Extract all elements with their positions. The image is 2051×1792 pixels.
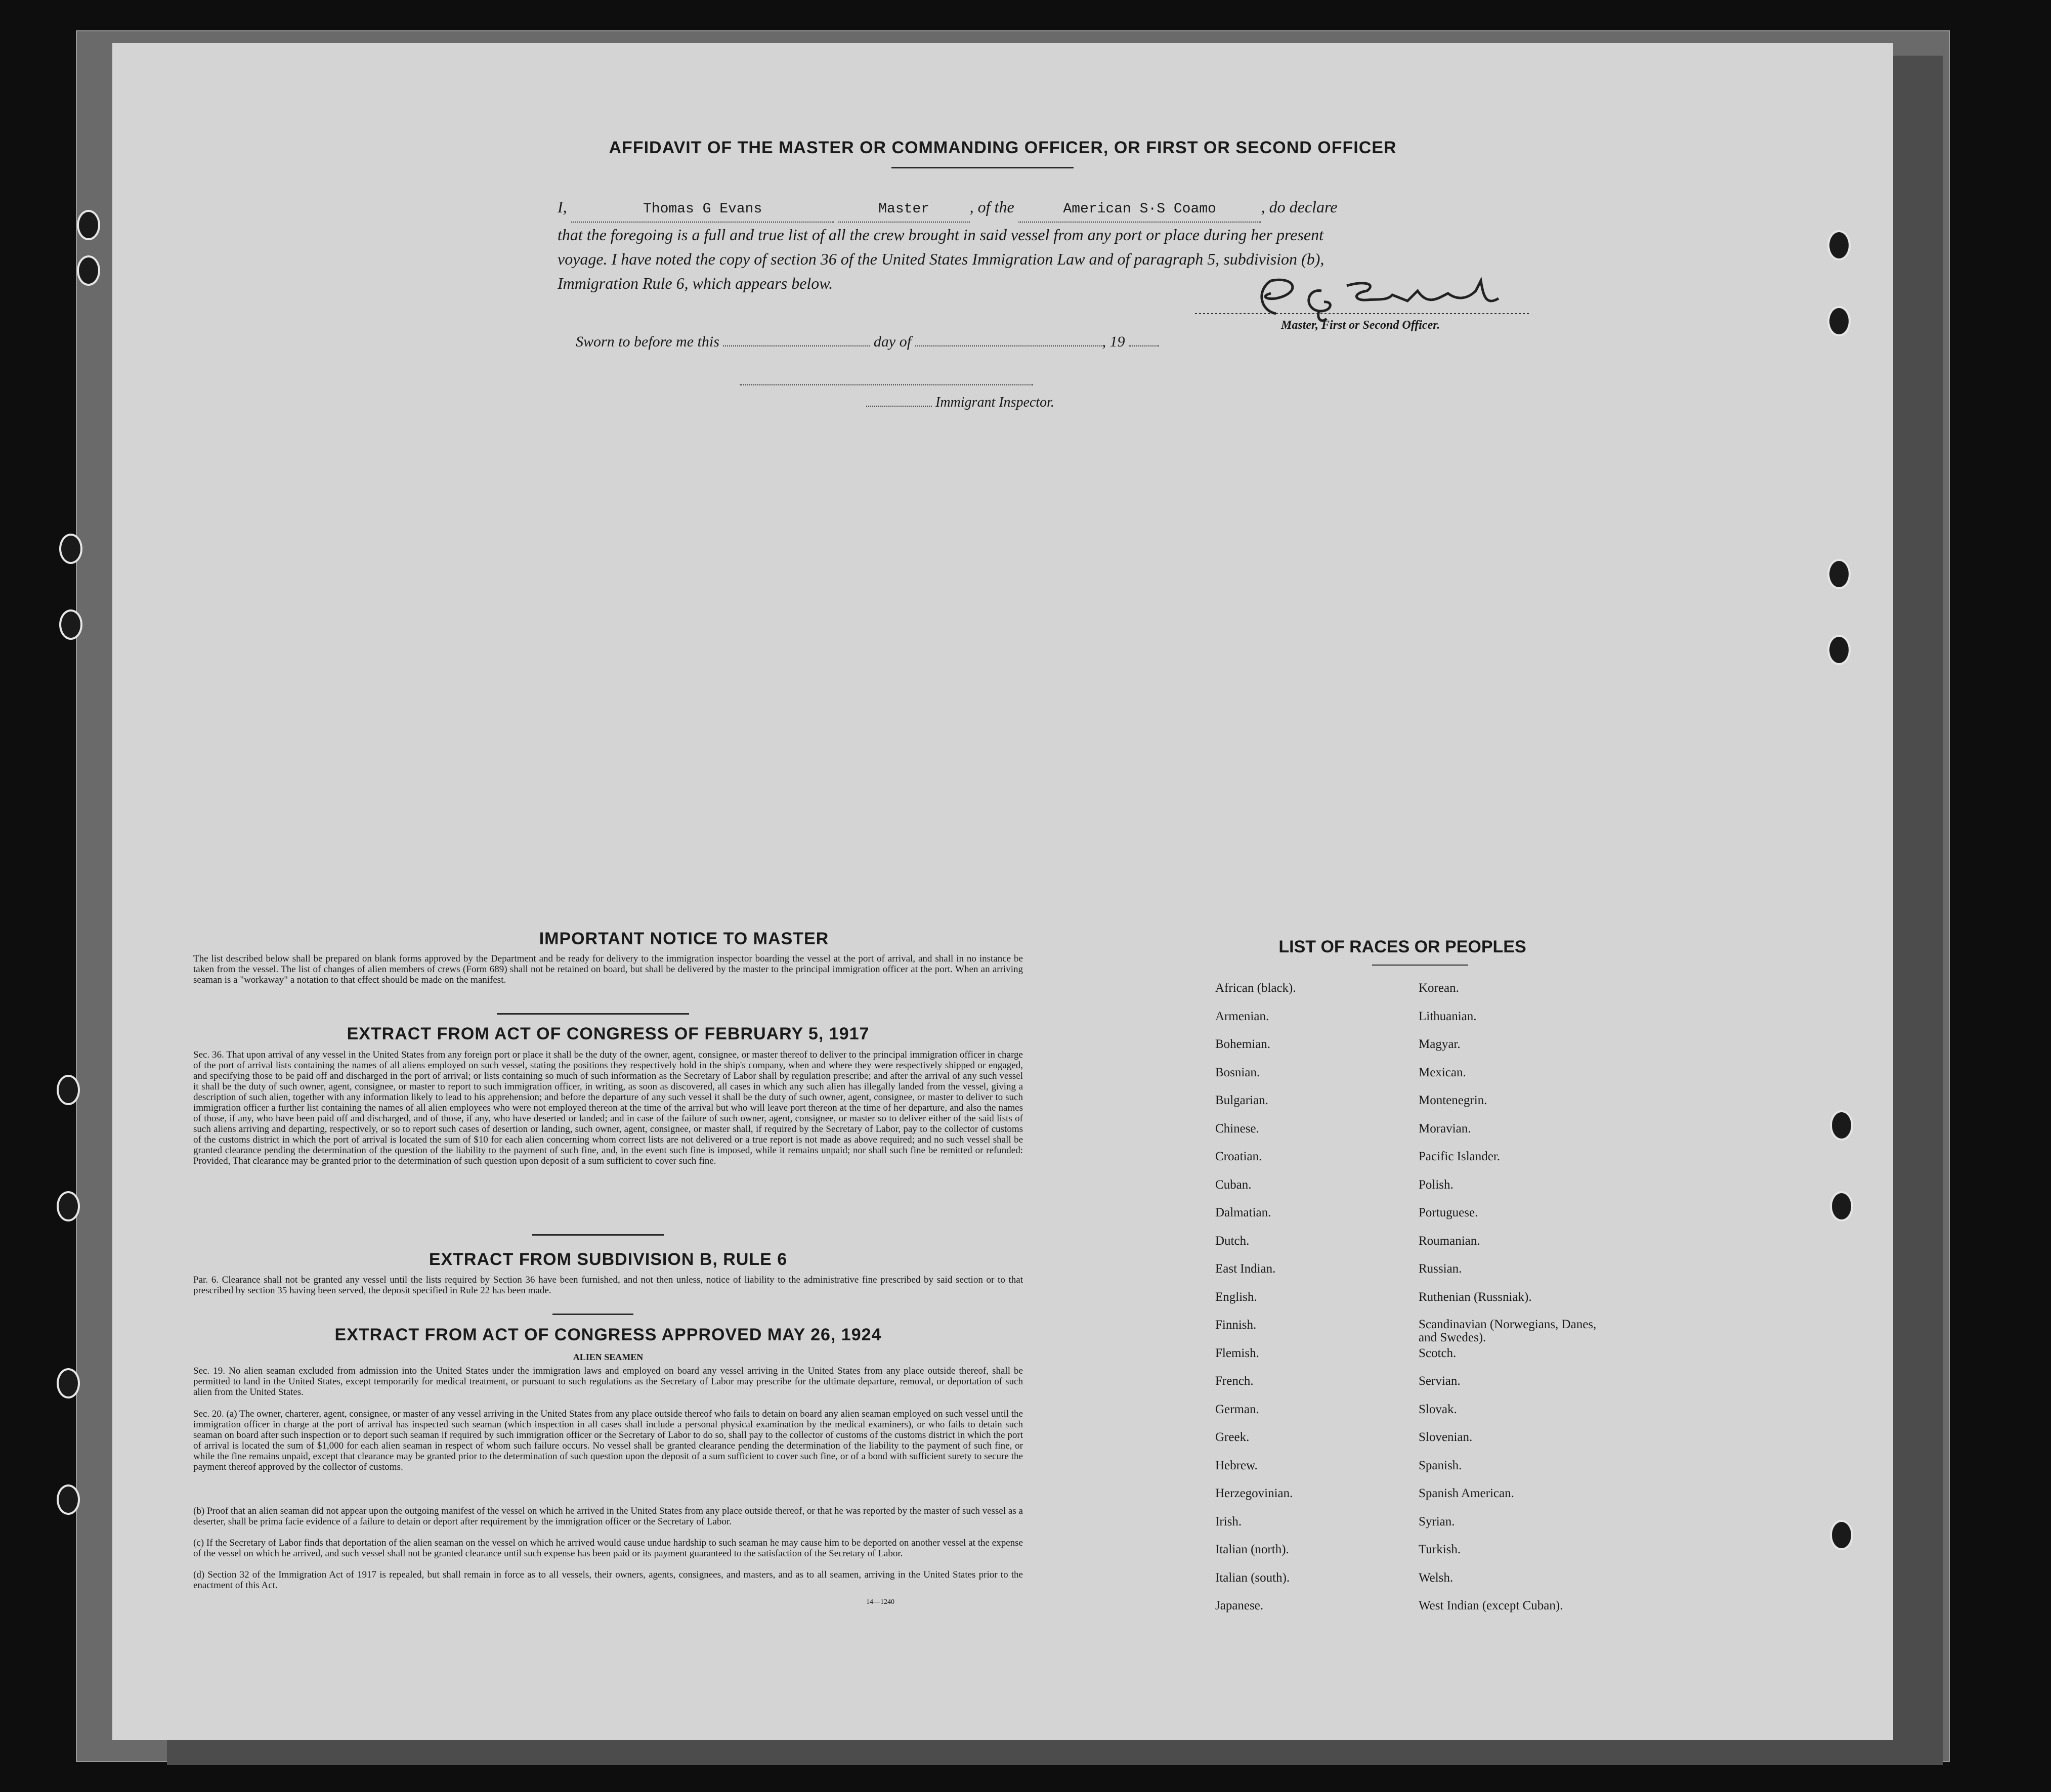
binder-hole [1827, 559, 1851, 589]
sworn-line [576, 333, 1159, 351]
race-item: Bohemian. [1215, 1037, 1271, 1051]
race-item: Ruthenian (Russniak). [1419, 1290, 1532, 1304]
binder-hole [77, 255, 100, 286]
sworn-year-field[interactable] [1129, 345, 1159, 346]
handwritten-signature [1195, 271, 1529, 326]
rule-6-text: Par. 6. Clearance shall not be granted any vessel until the lists required by Section 36 have been furnished, and not then unless, notice of liability to the administrative fine prescribed by said section or to that prescribed by section 35 having been served, the deposit specified in Rule 22 has been made. [193, 1275, 1023, 1296]
officer-position-field[interactable]: Master [838, 197, 970, 223]
race-item: Magyar. [1419, 1037, 1461, 1051]
race-item: Armenian. [1215, 1009, 1269, 1023]
declaration-line-2: that the foregoing is a full and true list of all the crew brought in said vessel from any port or place during her present [558, 226, 1323, 244]
race-item: Italian (north). [1215, 1543, 1289, 1556]
binder-hole [1830, 1520, 1853, 1550]
race-item: Irish. [1215, 1514, 1242, 1528]
races-title-rule [1372, 965, 1468, 966]
sworn-label: Sworn to before me this [576, 333, 719, 350]
extract-1917-title: EXTRACT FROM ACT OF CONGRESS OF FEBRUARY 5, 1917 [347, 1024, 870, 1043]
affidavit-title: AFFIDAVIT OF THE MASTER OR COMMANDING OFFICER, OR FIRST OR SECOND OFFICER [609, 138, 1397, 157]
i-label: I, [558, 198, 567, 216]
race-item: Portuguese. [1419, 1206, 1478, 1219]
race-item: Spanish. [1419, 1458, 1462, 1472]
binder-hole [57, 1191, 80, 1221]
day-of-label: day of [873, 333, 912, 350]
officer-name-field[interactable]: Thomas G Evans [571, 197, 834, 223]
declare-label: , do declare [1261, 198, 1338, 216]
race-item: Cuban. [1215, 1177, 1252, 1192]
race-item: Polish. [1419, 1177, 1454, 1192]
race-item: Croatian. [1215, 1150, 1262, 1163]
declaration-line-1 [558, 195, 1620, 223]
race-item: Moravian. [1419, 1121, 1471, 1135]
binder-hole [1830, 1191, 1853, 1221]
sworn-day-field[interactable] [723, 345, 870, 346]
extract-1924-sec20b: (b) Proof that an alien seaman did not appear upon the outgoing manifest of the vessel on which he arrived in the United States from any place outside thereof, or that he was reported by the master of such vessel as a deserter, shall be prima facie evidence of a failure to detain or deport after requirement by the immigration officer or the Secretary of Labor. [193, 1506, 1023, 1527]
race-item: Japanese. [1215, 1599, 1264, 1612]
inspector-signature-line[interactable] [740, 384, 1033, 385]
binder-hole [1827, 230, 1851, 260]
race-item: Servian. [1419, 1374, 1461, 1388]
extract-1924-sec20d: (d) Section 32 of the Immigration Act of 1917 is repealed, but shall remain in force as to all vessels, their owners, agents, consignees, and masters, and as to all seamen, arriving in the United States prior to the enactment of this Act. [193, 1569, 1023, 1591]
race-item: Lithuanian. [1419, 1009, 1477, 1023]
signature-caption: Master, First or Second Officer. [1281, 319, 1440, 332]
extract-1924-title: EXTRACT FROM ACT OF CONGRESS APPROVED MAY 26, 1924 [334, 1325, 882, 1344]
race-item: Turkish. [1419, 1543, 1461, 1556]
race-item: Slovak. [1419, 1402, 1457, 1416]
race-item: Herzegovinian. [1215, 1487, 1293, 1500]
declaration-line-3: voyage. I have noted the copy of section 36 of the United States Immigration Law and of paragraph 5, subdivision (b), [558, 250, 1324, 268]
race-item: Korean. [1419, 981, 1459, 995]
race-item: French. [1215, 1374, 1254, 1388]
race-item: East Indian. [1215, 1262, 1276, 1276]
race-item: Slovenian. [1419, 1430, 1473, 1444]
title-rule [891, 167, 1074, 168]
binder-hole [1827, 306, 1851, 336]
race-item: Flemish. [1215, 1346, 1259, 1360]
race-item: Spanish American. [1419, 1487, 1514, 1500]
extract-1917-rule [532, 1234, 664, 1236]
race-item: Dalmatian. [1215, 1206, 1271, 1219]
binder-hole [1830, 1110, 1853, 1141]
extract-1924-sec20c: (c) If the Secretary of Labor finds that deportation of the alien seaman on the vessel on which he arrived would cause undue hardship to such seaman he may cause him to be deported on another vessel at the expense of the vessel on which he arrived, and such vessel shall not be granted clearance until such expense has been paid or its payment guaranteed to the satisfaction of the Secretary of Labor. [193, 1538, 1023, 1559]
binder-hole [59, 534, 82, 564]
race-item: Scotch. [1419, 1346, 1457, 1360]
rule-6-title: EXTRACT FROM SUBDIVISION B, RULE 6 [429, 1250, 788, 1269]
race-item: Bosnian. [1215, 1065, 1260, 1079]
race-item: Syrian. [1419, 1514, 1455, 1528]
binder-hole [57, 1484, 80, 1515]
race-item: Welsh. [1419, 1570, 1454, 1585]
inspector-dots [866, 406, 932, 407]
sworn-month-field[interactable] [915, 345, 1102, 346]
race-item: Mexican. [1419, 1065, 1466, 1079]
extract-1924-sec20a: Sec. 20. (a) The owner, charterer, agent, consignee, or master of any vessel arriving in the United States from any place outside thereof who fails to detain on board any alien seaman employed on such vessel until the immigration officer in charge at the port of arrival has inspected such seaman (which inspection in all cases shall include a personal physical examination by the medical examiners), or who fails to detain such seaman on board after such inspection or to deport such seaman if required by such immigration officer or the Secretary of Labor to do so, shall pay to the collector of customs of the customs district in which the port of arrival is located the sum of $1,000 for each alien seaman in respect of whom such failure occurs. No vessel shall be granted clearance pending the determination of the liability to the payment of such fine, or while the fine remains unpaid, except that clearance may be granted prior to the determination of such question upon the deposit of a sum sufficient to cover such fine, or of a bond with sufficient surety to secure the payment thereof approved by the collector of customs. [193, 1409, 1023, 1472]
race-item: Hebrew. [1215, 1458, 1258, 1472]
race-item: Russian. [1419, 1262, 1462, 1276]
binder-hole [59, 609, 82, 640]
rule-6-rule [552, 1314, 633, 1315]
form-number: 14—1240 [866, 1598, 894, 1606]
vessel-field[interactable]: American S·S Coamo [1018, 197, 1261, 223]
alien-seamen-subtitle: ALIEN SEAMEN [573, 1352, 644, 1362]
binder-hole [57, 1368, 80, 1398]
extract-1924-sec19: Sec. 19. No alien seaman excluded from admission into the United States under the immigration laws and employed on board any vessel arriving in the United States from any place outside thereof, shall be permitted to land in the United States, except temporarily for medical treatment, or pursuant to such regulations as the Secretary of Labor may prescribe for the ultimate departure, removal, or deportation of such alien from the United States. [193, 1366, 1023, 1397]
binder-hole [57, 1075, 80, 1105]
year-label: , 19 [1102, 333, 1125, 350]
race-item: German. [1215, 1402, 1259, 1416]
race-item: Dutch. [1215, 1234, 1250, 1248]
race-item: Chinese. [1215, 1121, 1259, 1135]
notice-text: The list described below shall be prepared on blank forms approved by the Department and be ready for delivery to the immigration inspector boarding the vessel at the port of arrival, and shall in no instance be taken from the vessel. The list of changes of alien members of crews (Form 689) shall not be retained on board, but shall be delivered by the master to the principal immigration officer at the port. When an arriving seaman is a "workaway" a notation to that effect should be made on the manifest. [193, 953, 1023, 985]
race-item: Pacific Islander. [1419, 1150, 1501, 1163]
inspector-caption [866, 395, 1054, 411]
race-item: Bulgarian. [1215, 1094, 1268, 1107]
race-item: English. [1215, 1290, 1257, 1304]
notice-rule [497, 1013, 689, 1015]
race-item: Montenegrin. [1419, 1094, 1487, 1107]
race-item: Scandinavian (Norwegians, Danes, and Swedes). [1419, 1318, 1597, 1344]
binder-hole [77, 210, 100, 240]
race-item: West Indian (except Cuban). [1419, 1599, 1563, 1612]
races-list-title: LIST OF RACES OR PEOPLES [1278, 937, 1526, 956]
race-item: Greek. [1215, 1430, 1250, 1444]
document-page [112, 43, 1893, 1740]
of-the-label: , of the [969, 198, 1014, 216]
declaration-line-4: Immigration Rule 6, which appears below. [558, 274, 833, 292]
extract-1917-text: Sec. 36. That upon arrival of any vessel in the United States from any foreign port or place it shall be the duty of the owner, agent, consignee, or master thereof to deliver to the principal immigration officer in charge of the port of arrival lists containing the names of all aliens employed on such vessel, stating the positions they respectively hold in the ship's company, when and where they were respectively shipped or engaged, and specifying those to be paid off and discharged in the port of arrival; or lists containing so much of such information as the Secretary of Labor shall by regulation prescribe; and after the arrival of any such vessel it shall be the duty of such owner, agent, consignee, or master to report to such immigration officer, in writing, as soon as discovered, all cases in which any such alien has illegally landed from the vessel, giving a description of such alien, together with any information likely to lead to his apprehension; and before the departure of any such vessel it shall be the duty of such owner, agent, consignee, or master to deliver to such immigration officer a further list containing the names of all alien employees who were not employed thereon at the time of the arrival but who will leave port thereon at the time of her departure, and also the names of those, if any, who have been paid off and discharged, and of those, if any, who have deserted or landed; and in case of the failure of such owner, agent, consignee, or master so to deliver either of the said lists of such aliens arriving and departing, respectively, or so to report such cases of desertion or landing, such owner, agent, consignee, or master shall, if required by the Secretary of Labor, pay to the collector of customs of the customs district in which the port of arrival is located the sum of $10 for each alien concerning whom correct lists are not delivered or a true report is not made as above required; and no such vessel shall be granted clearance pending the determination of the question of the liability to the payment of such fine, and, in the event such fine is imposed, while it remains unpaid; nor shall such fine be remitted or refunded: Provided, That clearance may be granted prior to the determination of such question upon deposit of a sum sufficient to cover such fine. [193, 1050, 1023, 1166]
race-item: Finnish. [1215, 1318, 1257, 1332]
binder-hole [1827, 635, 1851, 665]
race-item: Italian (south). [1215, 1570, 1290, 1585]
race-item: African (black). [1215, 981, 1296, 995]
inspector-label: Immigrant Inspector. [935, 395, 1054, 410]
notice-title: IMPORTANT NOTICE TO MASTER [539, 929, 829, 948]
race-item: Roumanian. [1419, 1234, 1480, 1248]
